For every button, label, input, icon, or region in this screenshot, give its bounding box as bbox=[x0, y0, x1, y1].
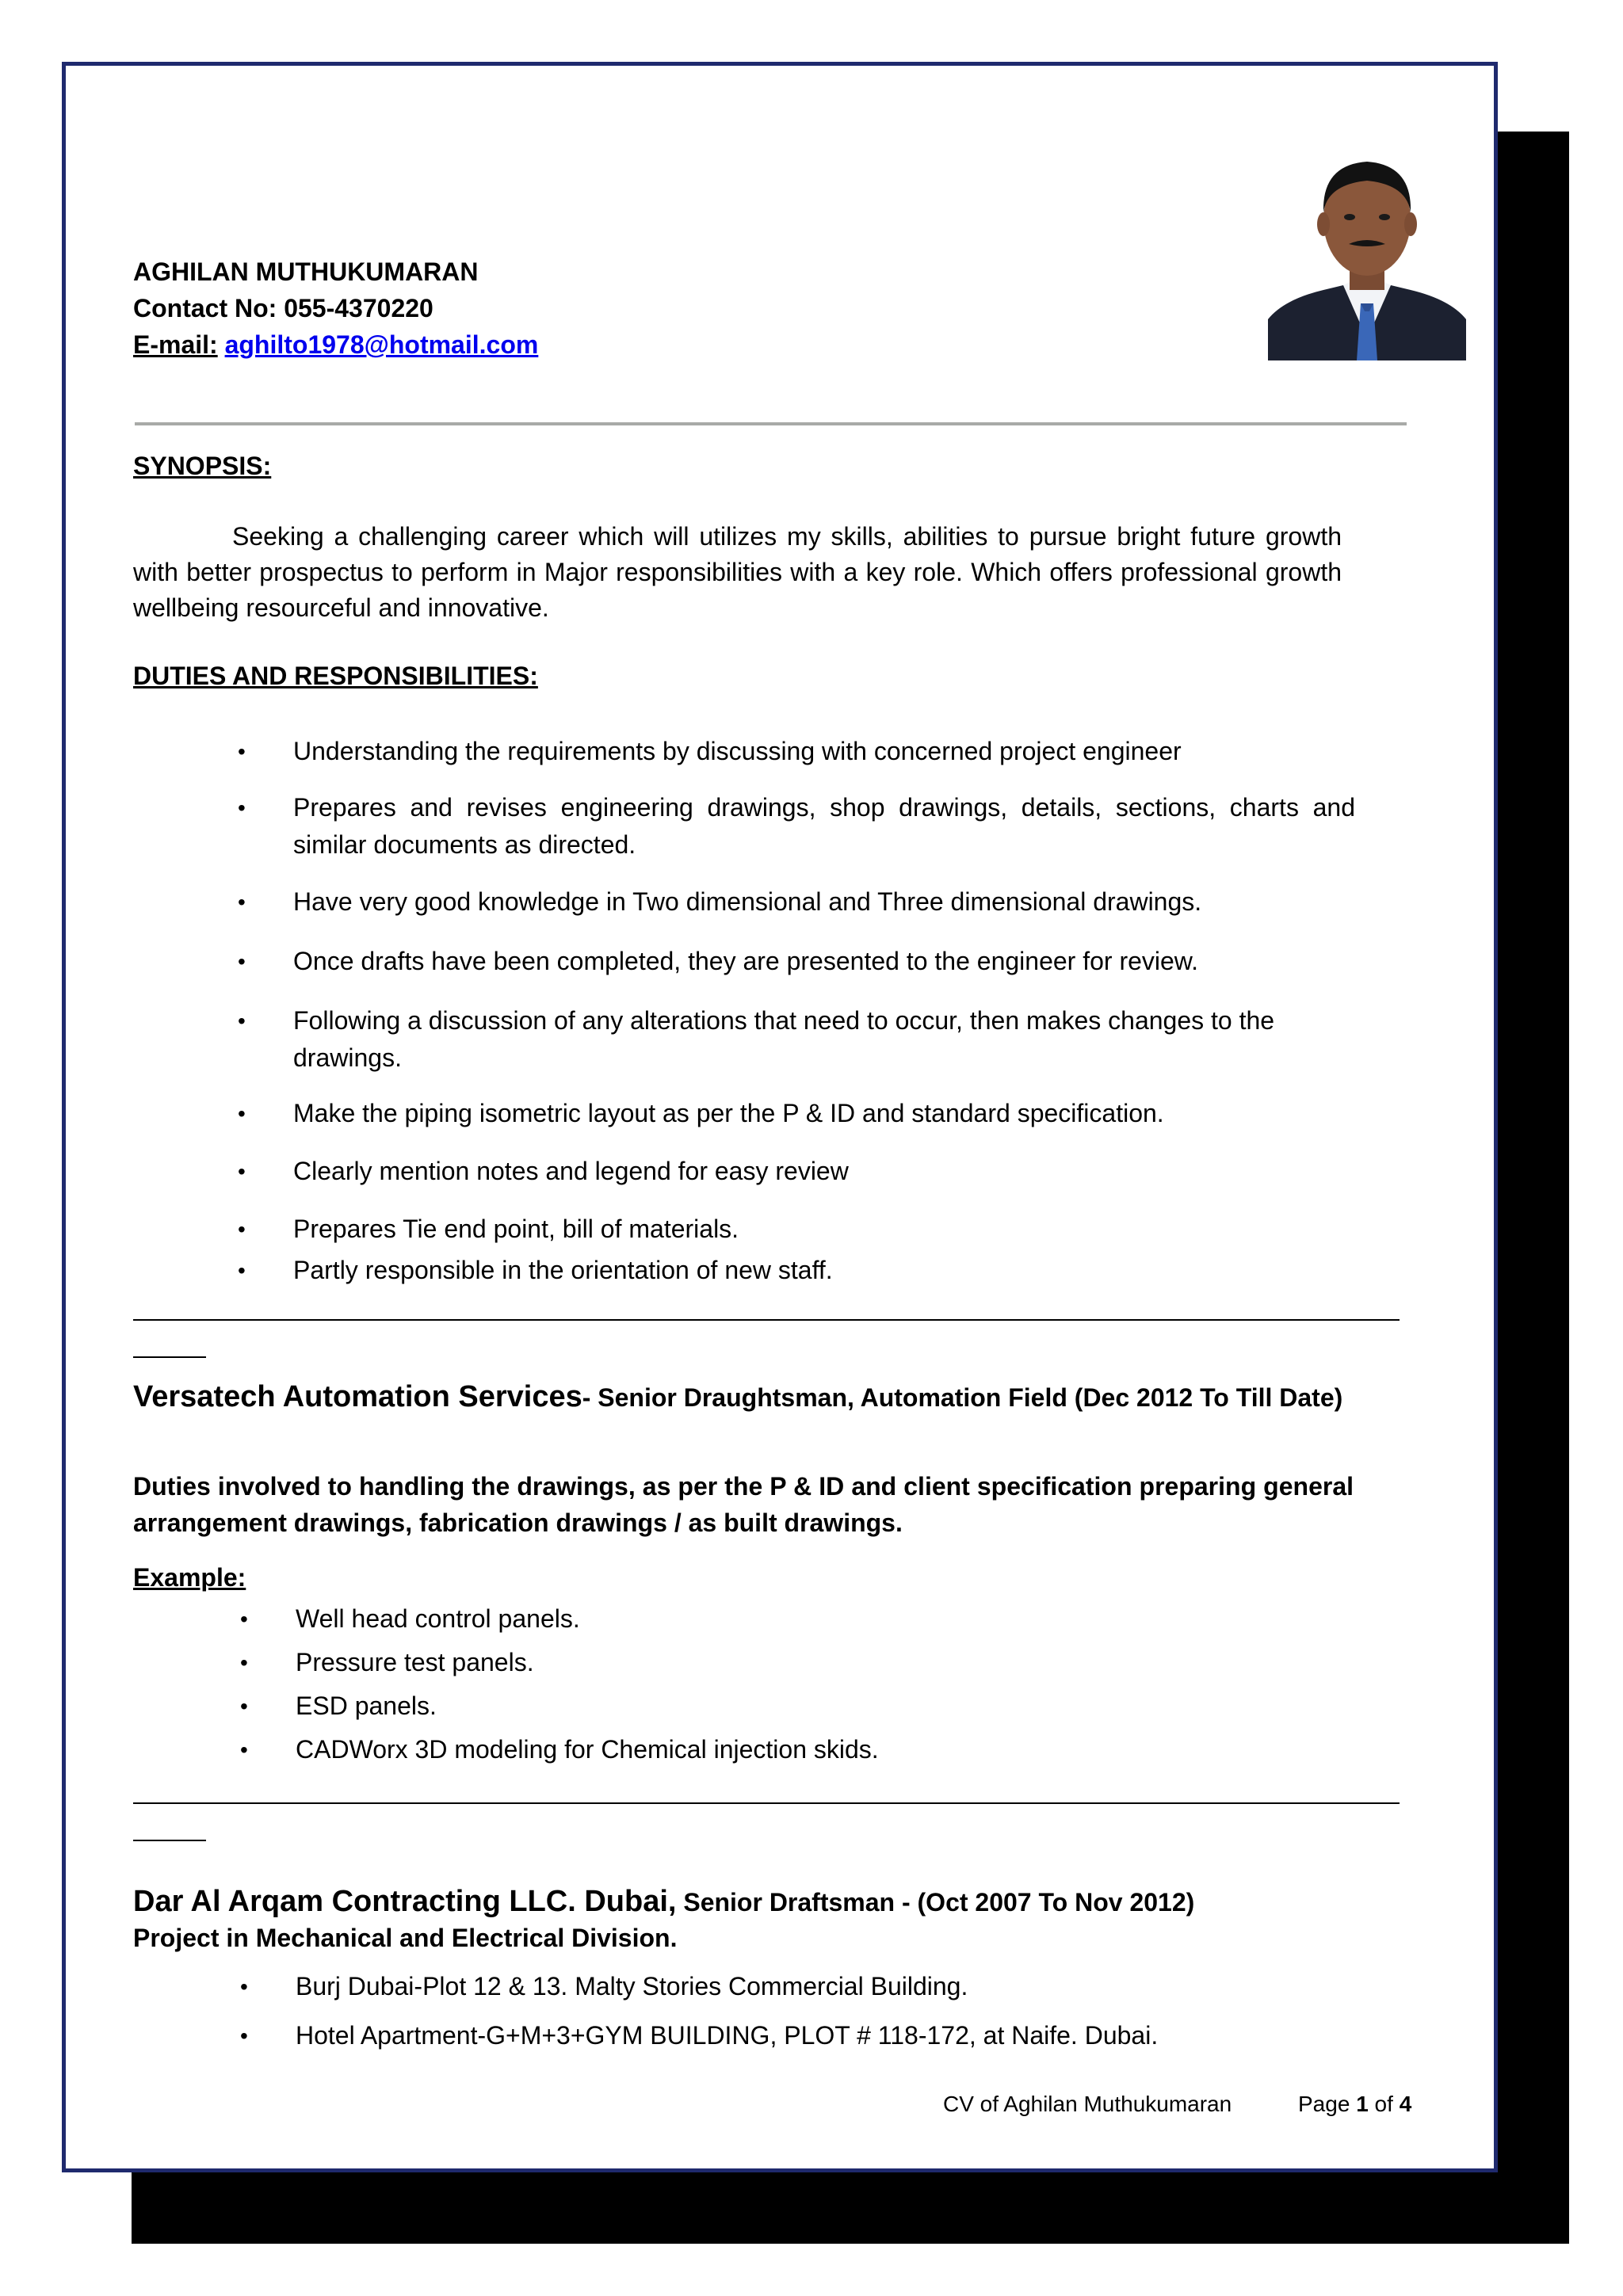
list-item: • Burj Dubai-Plot 12 & 13. Malty Stories Commercial Building. bbox=[240, 1972, 968, 2000]
list-item: • CADWorx 3D modeling for Chemical injection skids. bbox=[240, 1735, 879, 1764]
section-separator-tail bbox=[133, 1356, 206, 1358]
list-item-text: Once drafts have been completed, they are presented to the engineer for review. bbox=[293, 947, 1199, 975]
list-item: • Prepares and revises engineering drawings, shop drawings, details, sections, charts and similar documents as directed. bbox=[238, 793, 1355, 859]
contact-number: Contact No: 055-4370220 bbox=[133, 294, 433, 322]
job-title: - Senior Draughtsman, Automation Field (Dec 2012 To Till Date) bbox=[582, 1383, 1343, 1412]
list-item: • Have very good knowledge in Two dimensional and Three dimensional drawings. bbox=[238, 887, 1202, 916]
list-item: • Partly responsible in the orientation of new staff. bbox=[238, 1256, 833, 1284]
footer-cv-of: CV of Aghilan Muthukumaran bbox=[943, 2092, 1232, 2116]
page-shadow-bottom bbox=[132, 2172, 1569, 2244]
list-item: • Understanding the requirements by discussing with concerned project engineer bbox=[238, 737, 1182, 765]
list-item: • Prepares Tie end point, bill of materials. bbox=[238, 1215, 739, 1243]
duties-heading: DUTIES AND RESPONSIBILITIES: bbox=[133, 662, 538, 690]
company-name: Dar Al Arqam Contracting LLC. Dubai, bbox=[133, 1885, 677, 1918]
job-daralarqam-subtitle: Project in Mechanical and Electrical Division. bbox=[133, 1924, 678, 1952]
list-item: • Clearly mention notes and legend for easy review bbox=[238, 1157, 849, 1185]
header-rule bbox=[135, 422, 1407, 425]
company-name: Versatech Automation Services bbox=[133, 1380, 582, 1413]
list-item: • Once drafts have been completed, they are presented to the engineer for review. bbox=[238, 947, 1199, 975]
list-item-text: Pressure test panels. bbox=[296, 1648, 534, 1676]
synopsis-heading: SYNOPSIS: bbox=[133, 452, 272, 480]
page-shadow-right bbox=[1498, 132, 1569, 2244]
profile-photo bbox=[1268, 141, 1466, 360]
list-item-text: Well head control panels. bbox=[296, 1604, 580, 1633]
list-item: • Hotel Apartment-G+M+3+GYM BUILDING, PLOT # 118-172, at Naife. Dubai. bbox=[240, 2021, 1159, 2050]
list-item: • Well head control panels. bbox=[240, 1604, 580, 1633]
list-item-text: Hotel Apartment-G+M+3+GYM BUILDING, PLOT # 118-172, at Naife. Dubai. bbox=[296, 2021, 1159, 2050]
list-item: • ESD panels. bbox=[240, 1691, 437, 1720]
list-item-text: Partly responsible in the orientation of new staff. bbox=[293, 1256, 833, 1284]
section-separator bbox=[133, 1802, 1400, 1804]
candidate-name: AGHILAN MUTHUKUMARAN bbox=[133, 257, 479, 286]
job-versatech-description: Duties involved to handling the drawings, as per the P & ID and client specification preparing general arrangement drawings, fabrication drawings / as built drawings. bbox=[133, 1472, 1354, 1537]
list-item-text: Clearly mention notes and legend for easy review bbox=[293, 1157, 849, 1185]
job-versatech-heading bbox=[133, 1379, 1354, 1416]
email-link[interactable]: aghilto1978@hotmail.com bbox=[224, 330, 539, 359]
list-item-text: Burj Dubai-Plot 12 & 13. Malty Stories Commercial Building. bbox=[296, 1972, 968, 2000]
footer-page-number bbox=[1298, 2092, 1411, 2117]
list-item-text: Prepares and revises engineering drawings, shop drawings, details, sections, charts and similar documents as directed. bbox=[293, 793, 1355, 859]
page-of: of bbox=[1374, 2092, 1393, 2116]
list-item: • Following a discussion of any alterations that need to occur, then makes changes to the drawings. bbox=[238, 1006, 1275, 1072]
list-item: • Make the piping isometric layout as per the P & ID and standard specification. bbox=[238, 1099, 1164, 1127]
page-total: 4 bbox=[1399, 2092, 1412, 2116]
job-title: Senior Draftsman - (Oct 2007 To Nov 2012) bbox=[676, 1888, 1195, 1917]
synopsis-text: Seeking a challenging career which will utilizes my skills, abilities to pursue bright future growth with better prospectus to perform in Major responsibilities with a key role. Which offers professional growth wellbeing resourceful and innovative. bbox=[133, 522, 1342, 622]
email-line bbox=[133, 326, 538, 363]
section-separator bbox=[133, 1319, 1400, 1321]
list-item-text: Understanding the requirements by discussing with concerned project engineer bbox=[293, 737, 1182, 765]
list-item-text: CADWorx 3D modeling for Chemical injection skids. bbox=[296, 1735, 879, 1764]
list-item: • Pressure test panels. bbox=[240, 1648, 534, 1676]
page-current: 1 bbox=[1356, 2092, 1369, 2116]
list-item-text: Following a discussion of any alterations that need to occur, then makes changes to the drawings. bbox=[293, 1006, 1275, 1072]
list-item-text: Prepares Tie end point, bill of materials. bbox=[293, 1215, 739, 1243]
page-label: Page bbox=[1298, 2092, 1350, 2116]
list-item-text: ESD panels. bbox=[296, 1691, 437, 1720]
email-label: E-mail: bbox=[133, 330, 218, 359]
job-daralarqam-heading bbox=[133, 1883, 1354, 1920]
list-item-text: Have very good knowledge in Two dimensional and Three dimensional drawings. bbox=[293, 887, 1202, 916]
list-item-text: Make the piping isometric layout as per the P & ID and standard specification. bbox=[293, 1099, 1164, 1127]
section-separator-tail bbox=[133, 1840, 206, 1841]
example-label: Example: bbox=[133, 1563, 246, 1592]
